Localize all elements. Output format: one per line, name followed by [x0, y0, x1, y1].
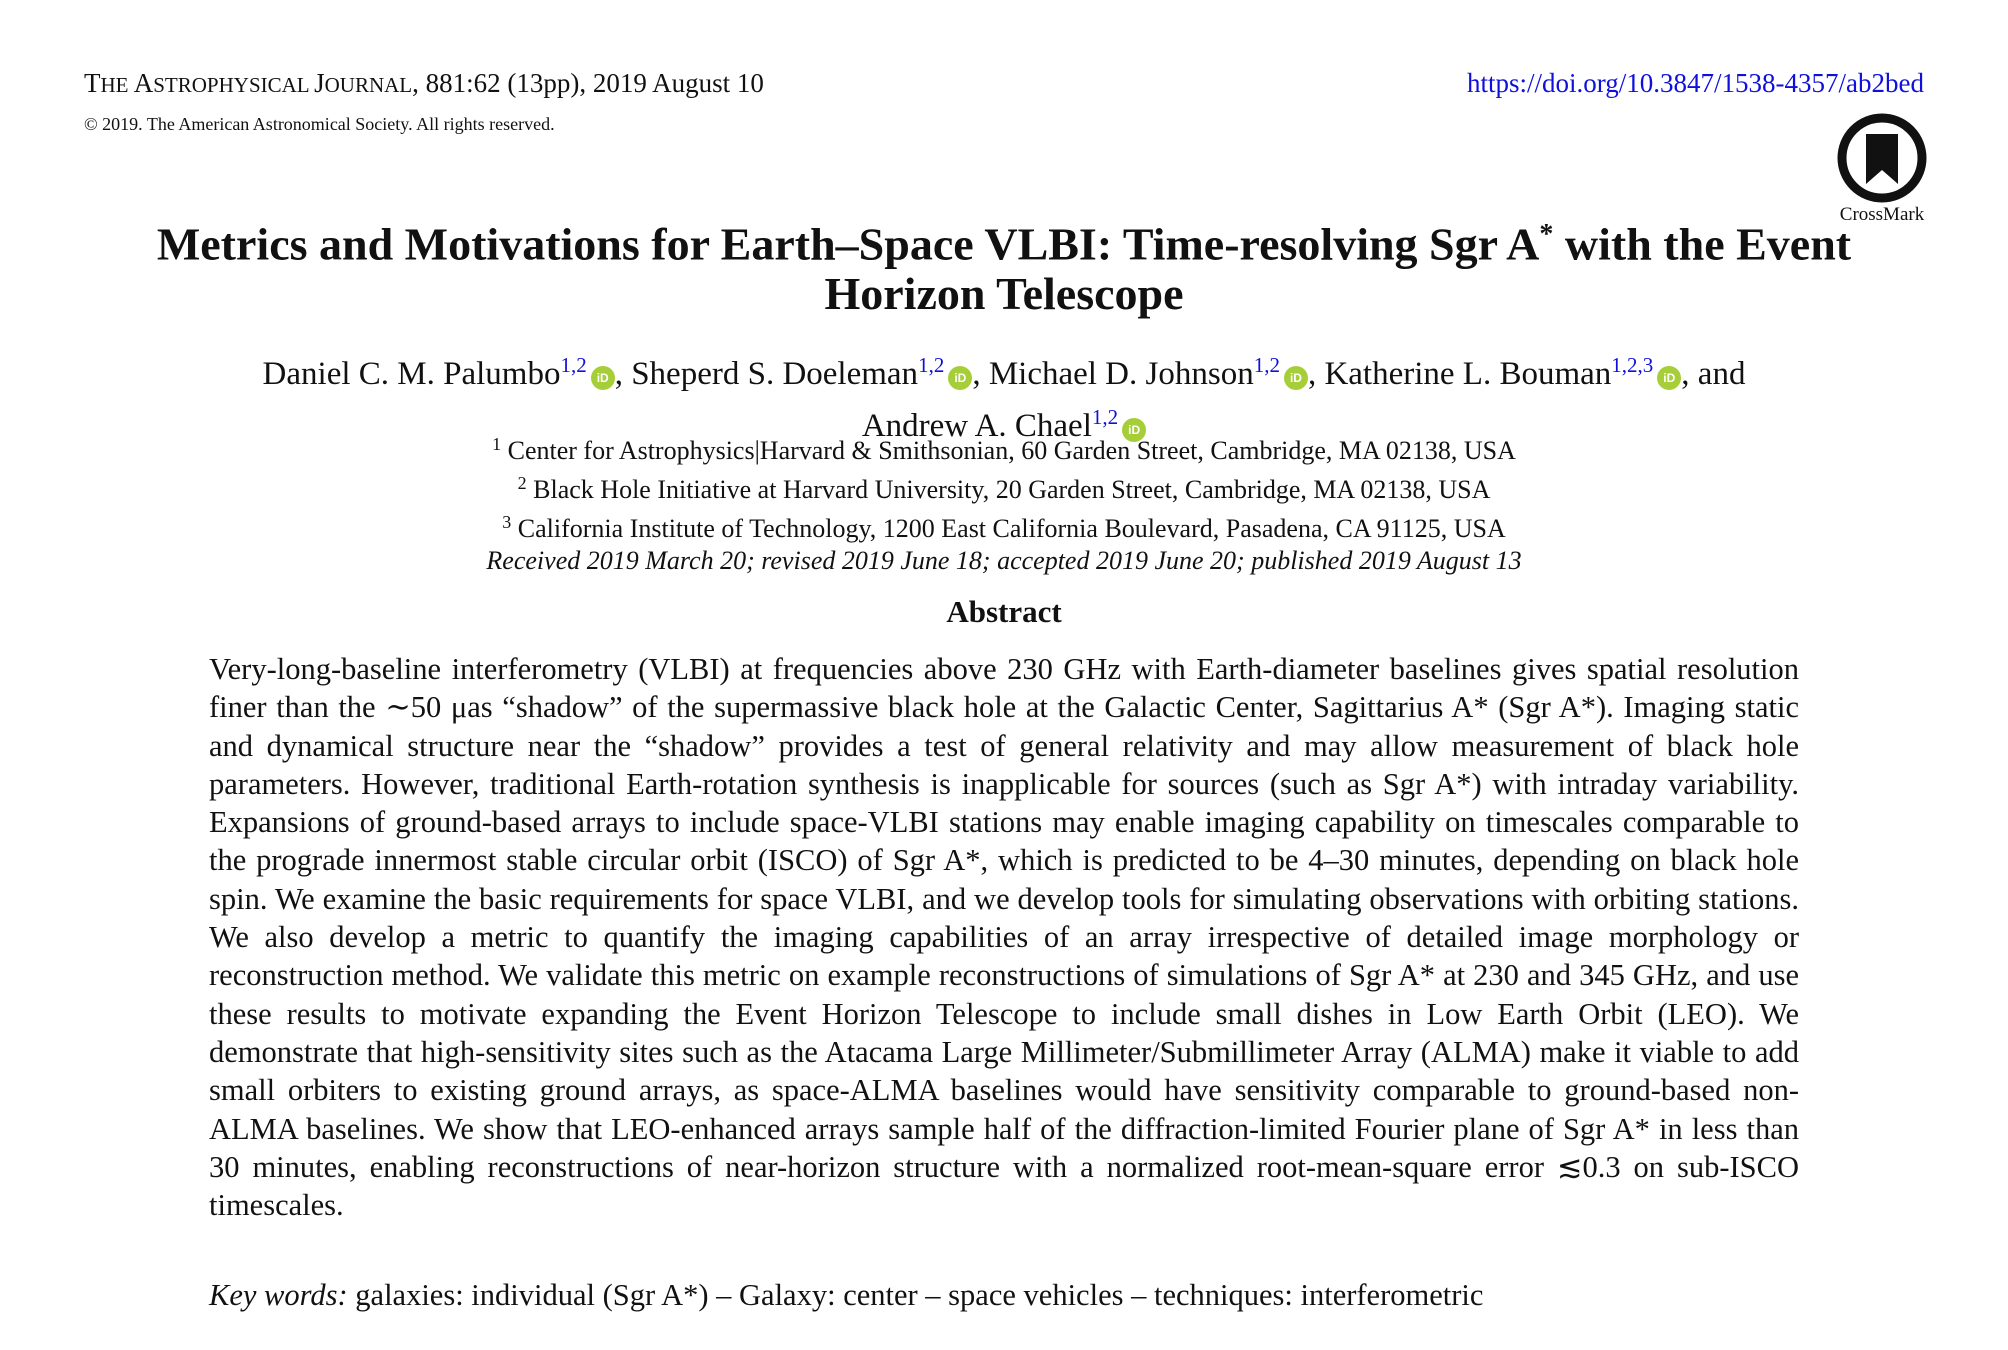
author-affiliation-ref[interactable]: 1,2 [1253, 353, 1280, 377]
orcid-icon[interactable]: iD [948, 366, 972, 390]
author-affiliation-ref[interactable]: 1,2,3 [1611, 353, 1654, 377]
crossmark-label: CrossMark [1839, 204, 1925, 225]
affiliation-text: California Institute of Technology, 1200 East California Boulevard, Pasadena, CA 91125, USA [517, 514, 1506, 543]
affiliation-text: Black Hole Initiative at Harvard University, 20 Garden Street, Cambridge, MA 02138, USA [533, 475, 1491, 504]
title-text: with the Event Horizon Telescope [824, 218, 1852, 320]
affiliation-item [84, 506, 1924, 545]
author-affiliation-ref[interactable]: 1,2 [918, 353, 945, 377]
affiliation-item [84, 467, 1924, 506]
author-name: Sheperd S. Doeleman [631, 356, 919, 392]
journal-citation [84, 68, 764, 99]
author-affiliation-ref[interactable]: 1,2 [1091, 405, 1119, 429]
author-affiliation-ref[interactable]: 1,2 [560, 353, 587, 377]
affiliation-number: 2 [517, 473, 527, 493]
journal-name-part: OURNAL [324, 73, 413, 97]
affiliation-text: Center for Astrophysics|Harvard & Smithsonian, 60 Garden Street, Cambridge, MA 02138, USA [507, 436, 1516, 465]
copyright-notice: © 2019. The American Astronomical Society. All rights reserved. [84, 114, 555, 134]
journal-name-part: STROPHYSICAL [153, 73, 315, 97]
author-separator: , and [1681, 356, 1746, 392]
journal-name-letter: T [84, 68, 101, 98]
title-text: Metrics and Motivations for Earth–Space VLBI: Time-resolving Sgr A [156, 218, 1540, 270]
orcid-icon[interactable]: iD [1284, 366, 1308, 390]
crossmark-icon [1836, 112, 1928, 204]
keywords [209, 1276, 1799, 1314]
abstract-heading: Abstract [946, 594, 1062, 629]
affiliation-list [84, 428, 1924, 577]
orcid-icon[interactable]: iD [1122, 418, 1146, 442]
author-name: Daniel C. M. Palumbo [262, 356, 561, 392]
keywords-text: galaxies: individual (Sgr A*) – Galaxy: center – space vehicles – techniques: interferometric [347, 1278, 1484, 1312]
author-separator: , [972, 356, 989, 392]
crossmark-badge[interactable] [1830, 112, 1934, 226]
paper-title [84, 210, 1924, 319]
journal-name-letter: J [314, 68, 325, 98]
affiliation-number: 1 [492, 434, 502, 454]
abstract-body [209, 650, 1799, 1224]
orcid-icon[interactable]: iD [1657, 366, 1681, 390]
journal-name-part: HE [100, 73, 134, 97]
author-separator: , [614, 356, 632, 392]
abstract-text: Very-long-baseline interferometry (VLBI) at frequencies above 230 GHz with Earth-diameter baselines gives spatial resolution finer than the ∼50 μas “shadow” of the supermassive black hole at the Galactic Center, Sagittarius A* (Sgr A*). Imaging static and dynamical structure near the “shadow” provides a test of general relativity and may allow measurement of black hole parameters. However, traditional Earth-rotation synthesis is inapplicable for sources (such as Sgr A*) with intraday variability. Expansions of ground-based arrays to include space-VLBI stations may enable imaging capability on timescales comparable to the prograde innermost stable circular orbit (ISCO) of Sgr A*, which is predicted to be 4–30 minutes, depending on black hole spin. We examine the basic requirements for space VLBI, and we develop tools for simulating observations with orbiting stations. We also develop a metric to quantify the imaging capabilities of an array irrespective of detailed image morphology or reconstruction method. We validate this metric on example reconstructions of simulations of Sgr A* at 230 and 345 GHz, and use these results to motivate expanding the Event Horizon Telescope to include small dishes in Low Earth Orbit (LEO). We demonstrate that high-sensitivity sites such as the Atacama Large Millimeter/Submillimeter Array (ALMA) make it viable to add small orbiters to existing ground arrays, as space-ALMA baselines would have sensitivity comparable to ground-based non-ALMA baselines. We show that LEO-enhanced arrays sample half of the diffraction-limited Fourier plane of Sgr A* in less than 30 minutes, enabling reconstructions of near-horizon structure with a normalized root-mean-square error ≲0.3 on sub-ISCO timescales. [209, 652, 1799, 1223]
keywords-label: Key words: [209, 1278, 348, 1312]
author-name: Michael D. Johnson [988, 356, 1254, 392]
author-name: Katherine L. Bouman [1324, 356, 1612, 392]
affiliation-number: 3 [502, 512, 512, 532]
author-name: Andrew A. Chael [861, 408, 1092, 444]
title-superscript: * [1539, 219, 1554, 250]
orcid-icon[interactable]: iD [591, 366, 615, 390]
journal-name-letter: A [133, 68, 154, 98]
affiliation-item [84, 428, 1924, 467]
publication-dates: Received 2019 March 20; revised 2019 June 18; accepted 2019 June 20; published 2019 August 13 [486, 546, 1522, 575]
author-separator: , [1307, 356, 1325, 392]
doi-link[interactable]: https://doi.org/10.3847/1538-4357/ab2bed [1467, 68, 1924, 98]
journal-volume-date: , 881:62 (13pp), 2019 August 10 [412, 68, 764, 98]
